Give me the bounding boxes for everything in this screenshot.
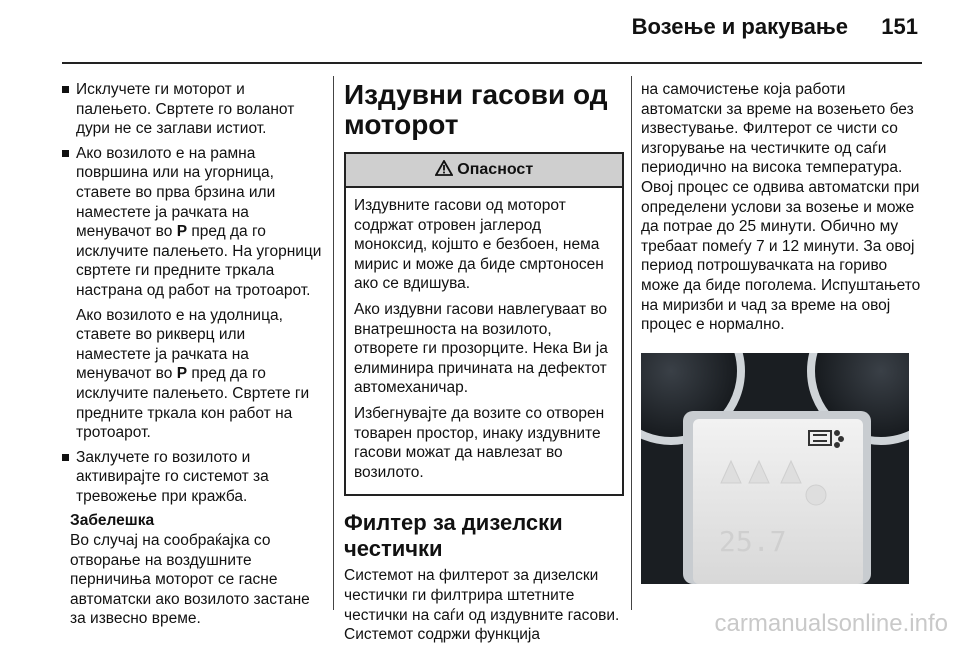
diesel-filter-text: Системот на филтерот за дизелски честички ги филтрира штетните честички на саѓи од издувните гасови. Системот содржи функција <box>344 567 620 644</box>
note-text: Во случај на сообраќајка со отворање на воздушните перничиња моторот се гасне автоматски ако возилото застане за извесно време. <box>70 532 310 628</box>
bullet-item <box>62 144 324 301</box>
instrument-cluster-image <box>641 353 909 584</box>
column-left <box>62 80 324 629</box>
bullet-text: Ако возилото е на рамна површина или на угорница, ставете во прва брзина или наместете ја рачката на менувачот во <box>76 144 276 241</box>
warning-paragraph: Издувните гасови од моторот содржат отровен јаглерод моноксид, којшто е безбоен, нема мирис и може да биде смртоносен ако се вдишува. <box>354 197 604 293</box>
note-title: Забелешка <box>70 512 155 530</box>
heading-exhaust: Издувни гасови од моторот <box>344 79 608 140</box>
warning-title: Опасност <box>457 161 534 178</box>
warning-paragraph: Избегнувајте да возите со отворен товарен простор, инаку издувните гасови можат да навлезат во возилото. <box>354 404 605 481</box>
warning-triangle-icon <box>435 160 453 176</box>
page-number: 151 <box>881 14 918 39</box>
column-middle <box>344 80 624 645</box>
warning-header <box>346 154 622 188</box>
bullet-item: Исклучете ги моторот и палењето. Свртете го воланот дури не се заглави истиот. <box>62 80 324 139</box>
sub-text: Ако возилото е на удолница, ставете во рикверц или наместете ја рачката на менувачот во <box>76 306 283 383</box>
sub-paragraph <box>62 306 324 443</box>
section-title: Возење и ракување <box>631 14 848 39</box>
watermark: carmanualsonline.info <box>714 610 948 637</box>
display-reading: 25.7 <box>719 524 787 558</box>
gear-letter: P <box>176 365 188 383</box>
page-header <box>0 0 960 56</box>
column-right <box>641 80 924 584</box>
column-divider <box>631 76 632 610</box>
heading-diesel-filter: Филтер за дизелски честички <box>344 510 563 562</box>
warning-body <box>346 188 622 494</box>
sub-text: пред да го исклучите палењето. Свртете ги предните тркала кон работ на тротоарот. <box>76 365 310 442</box>
diesel-filter-text-continued: на самочистење која работи автоматски за време на возењето без известување. Филтерот се чисти со изгорување на честичките од саѓи периодично на висока температура. Овој процес се одвива автоматски при определени услови за возење и може да потрае до 25 минути. Обично му требаат помеѓу 7 и 12 минути. За овој период потрошувачката на гориво може да биде поголема. Испуштањето на миризби и чад за време на овој процес е нормално. <box>641 81 921 334</box>
warning-paragraph: Ако издувни гасови навлегуваат во внатрешноста на возилото, отворете ги прозорците. Нека Ви ја елиминира причината на дефектот автомеханичар. <box>354 300 608 397</box>
warning-box <box>344 152 624 496</box>
bullet-text: пред да го исклучите палењето. На угорници свртете ги предните тркала настрана од работ на тротоарот. <box>76 223 322 299</box>
column-divider <box>333 76 334 610</box>
bullet-item: Заклучете го возилото и активирајте го системот за тревожење при кражба. <box>62 448 324 507</box>
gear-letter: P <box>176 223 188 241</box>
instrument-cluster-photo <box>641 353 909 584</box>
header-rule <box>62 62 922 64</box>
